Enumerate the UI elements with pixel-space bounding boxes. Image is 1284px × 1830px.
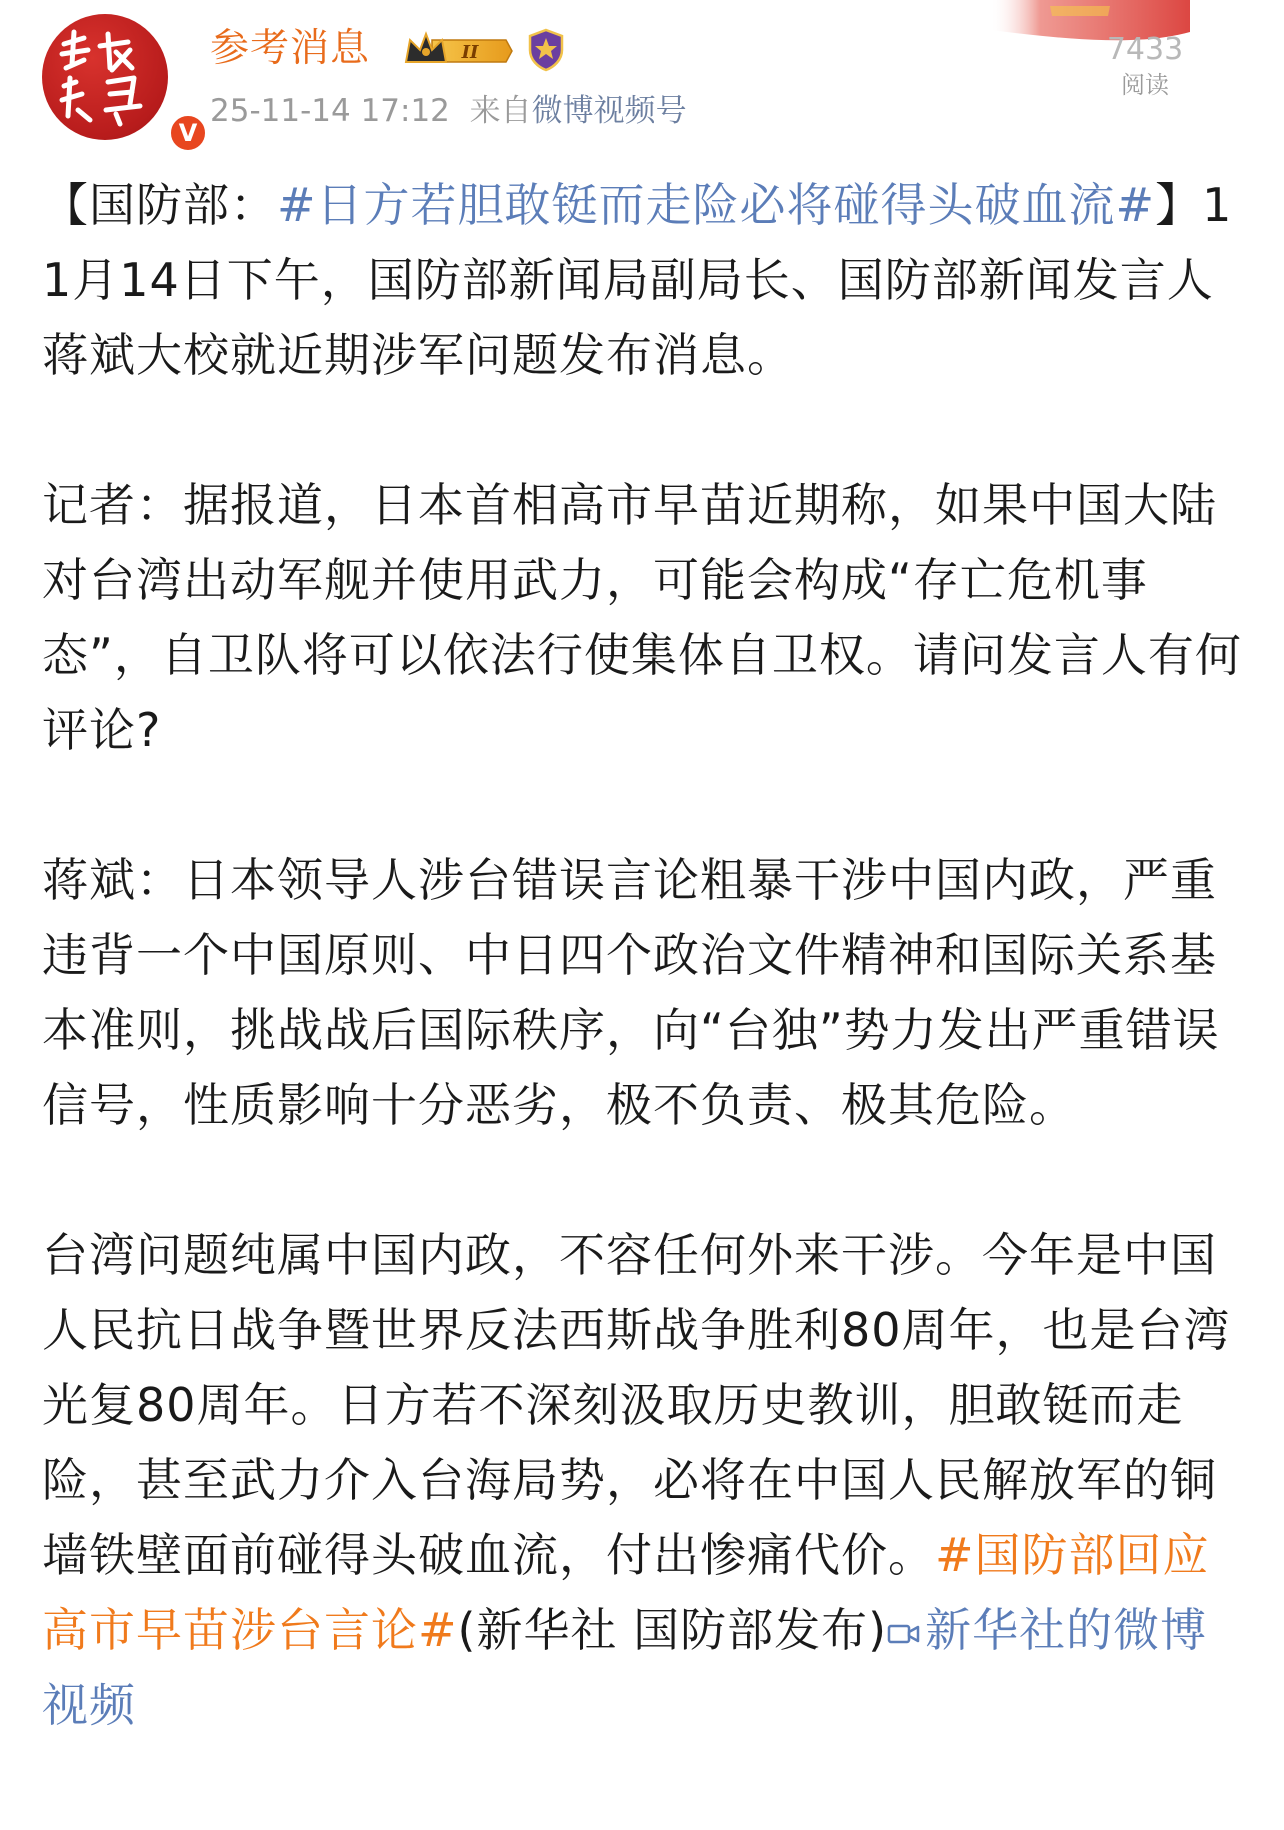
video-camera-icon — [887, 1619, 921, 1649]
post-source-prefix: 来自 — [469, 93, 532, 129]
avatar[interactable] — [42, 14, 198, 147]
post-source[interactable]: 微博视频号 — [531, 93, 687, 129]
avatar-calligraphy-logo — [50, 24, 160, 130]
paragraph-4 — [42, 1218, 1242, 1743]
paragraph-3: 蒋斌：日本领导人涉台错误言论粗暴干涉中国内政，严重违背一个中国原则、中日四个政治文件精神和国际关系基本准则，挑战战后国际秩序，向“台独”势力发出严重错误信号，性质影响十分恶劣，极不负责、极其危险。 — [42, 853, 1220, 1132]
topic-hashtag-link[interactable]: #日方若胆敢铤而走险必将碰得头破血流# — [277, 178, 1156, 232]
read-label: 阅读 — [1121, 71, 1169, 99]
post-time: 25-11-14 17:12 — [210, 93, 450, 129]
p1-prefix: 【国防部： — [42, 178, 277, 232]
p4-credit: (新华社 国防部发布) — [457, 1603, 888, 1657]
crown-vip-icon[interactable] — [402, 30, 514, 72]
verified-v-icon: V — [167, 112, 209, 154]
paragraph-1 — [42, 168, 1242, 393]
paragraph-2: 记者：据报道，日本首相高市早苗近期称，如果中国大陆对台湾出动军舰并使用武力，可能会构成“存亡危机事态”，自卫队将可以依法行使集体自卫权。请问发言人有何评论? — [42, 478, 1242, 757]
p1-text: 】11月14日下午，国防部新闻局副局长、国防部新闻发言人蒋斌大校就近期涉军问题发布消息。 — [42, 178, 1233, 382]
shield-badge-icon[interactable] — [526, 28, 566, 72]
read-count: 7433 — [1106, 32, 1184, 67]
post-meta — [210, 88, 687, 134]
hot-topic-hashtag-link[interactable]: #国防部回应高市早苗涉台言论# — [42, 1528, 1210, 1657]
vip-level-text: II — [461, 42, 479, 63]
video-link-label[interactable]: 新华社的微博视频 — [42, 1603, 1208, 1732]
p4-text: 台湾问题纯属中国内政，不容任何外来干涉。今年是中国人民抗日战争暨世界反法西斯战争胜利80周年，也是台湾光复80周年。日方若不深刻汲取历史教训，胆敢铤而走险，甚至武力介入台海局势，必将在中国人民解放军的铜墙铁壁面前碰得头破血流，付出惨痛代价。 — [42, 1228, 1231, 1582]
account-name[interactable]: 参考消息 — [210, 26, 371, 71]
post-header — [0, 0, 1284, 150]
post-content — [42, 168, 1242, 1743]
